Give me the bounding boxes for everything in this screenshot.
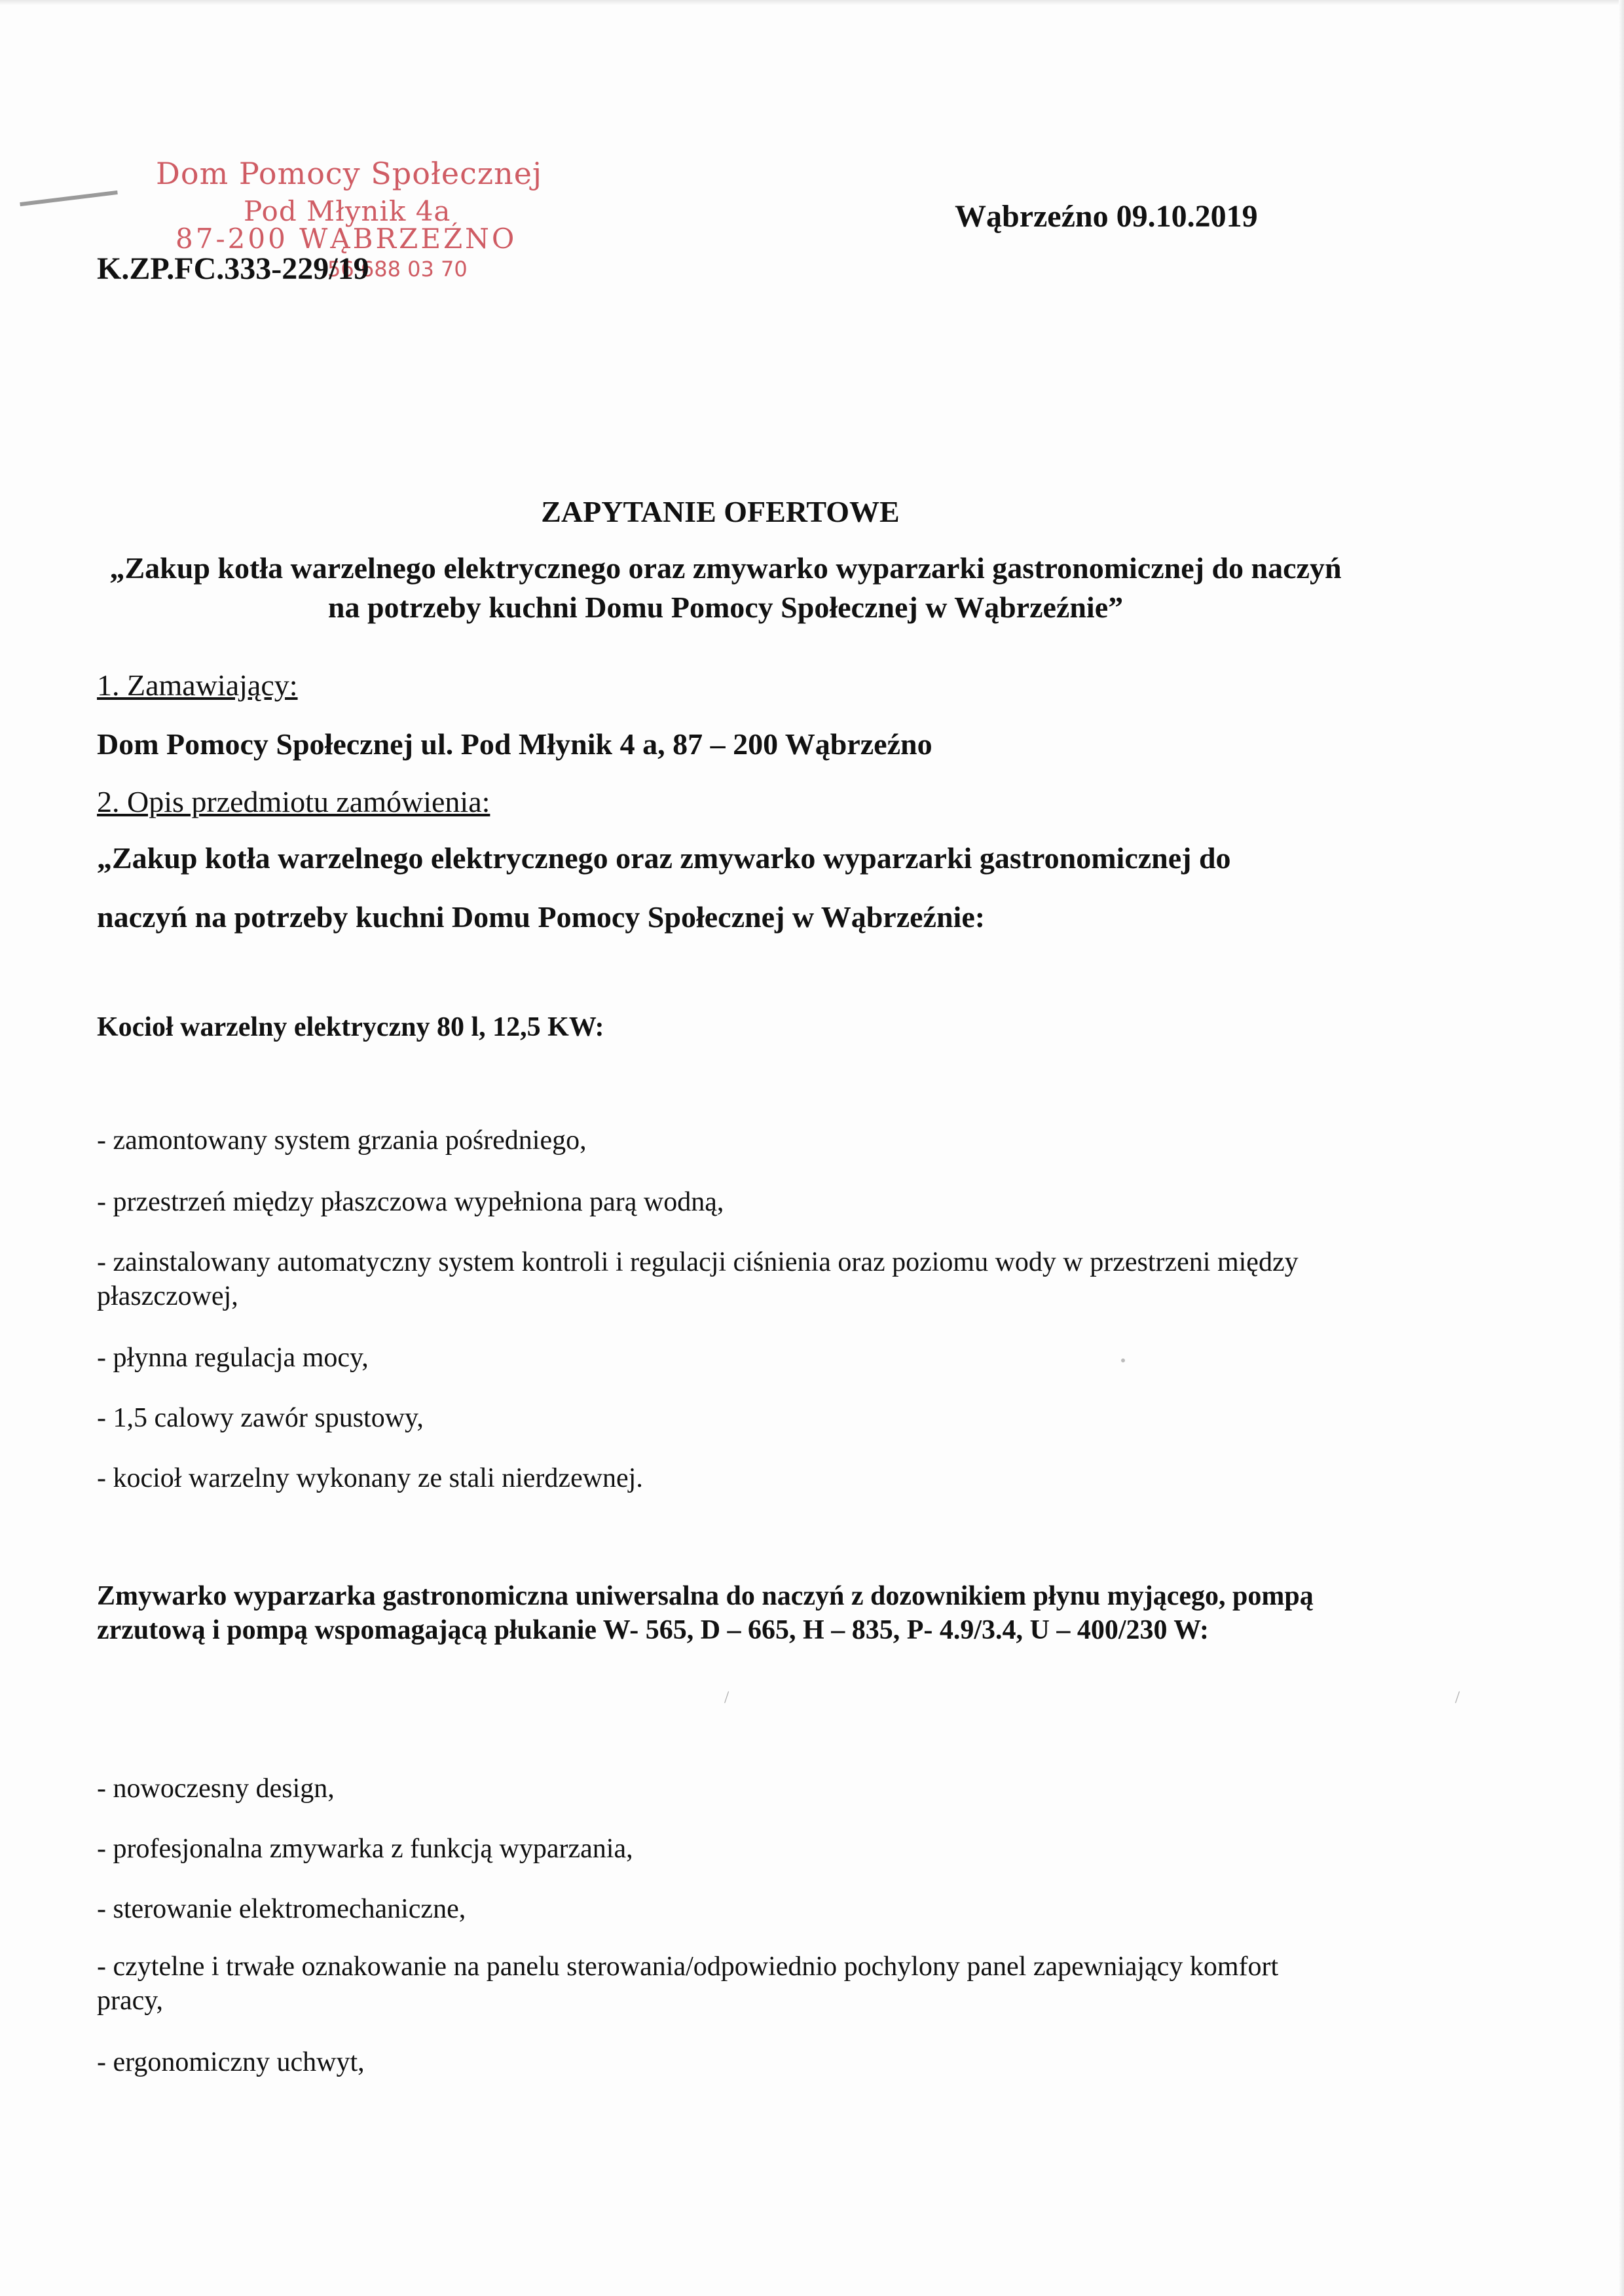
section2-line1: „Zakup kotła warzelnego elektrycznego oraz zmywarko wyparzarki gastronomicznej do bbox=[97, 841, 1231, 875]
section1-text: Dom Pomocy Społecznej ul. Pod Młynik 4 a, 87 – 200 Wąbrzeźno bbox=[97, 727, 932, 761]
section2-heading: 2. Opis przedmiotu zamówienia: bbox=[97, 785, 490, 818]
stamp-line-phone: 56 688 03 70 bbox=[327, 257, 468, 282]
reference-number: K.ZP.FC.333-229/19 bbox=[97, 251, 369, 286]
scan-speck bbox=[1121, 1358, 1125, 1362]
stamp-line-city: 87-200 WĄBRZEŹNO bbox=[175, 223, 517, 255]
scan-edge-right bbox=[1619, 0, 1624, 2296]
scan-edge-top bbox=[0, 0, 1624, 5]
document-title: ZAPYTANIE OFERTOWE bbox=[541, 495, 900, 528]
kettle-item: - zamontowany system grzania pośredniego, bbox=[97, 1125, 587, 1156]
kettle-item: - płynna regulacja mocy, bbox=[97, 1343, 369, 1373]
section2-line2: naczyń na potrzeby kuchni Domu Pomocy Społecznej w Wąbrzeźnie: bbox=[97, 900, 986, 934]
kettle-item: - kocioł warzelny wykonany ze stali nierdzewnej. bbox=[97, 1463, 643, 1493]
dishwasher-item: - ergonomiczny uchwyt, bbox=[97, 2047, 365, 2077]
kettle-item: - 1,5 calowy zawór spustowy, bbox=[97, 1403, 424, 1433]
kettle-item: - przestrzeń między płaszczowa wypełniona parą wodną, bbox=[97, 1187, 724, 1217]
dishwasher-item: - czytelne i trwałe oznakowanie na panelu sterowania/odpowiednio pochylony panel zapewniający komfort pracy, bbox=[97, 1952, 1279, 2016]
dishwasher-item: - sterowanie elektromechaniczne, bbox=[97, 1894, 466, 1924]
dishwasher-heading: Zmywarko wyparzarka gastronomiczna uniwersalna do naczyń z dozownikiem płynu myjącego, pompą zrzutową i pompą wspomagającą płukanie W- 565, D – 665, H – 835, P- 4.9/3.4, U – 400/230 W: bbox=[97, 1581, 1314, 1645]
place-date: Wąbrzeźno 09.10.2019 bbox=[955, 199, 1258, 234]
kettle-item: - zainstalowany automatyczny system kontroli i regulacji ciśnienia oraz poziomu wody w przestrzeni między płaszczowej, bbox=[97, 1247, 1299, 1311]
document-subtitle: „Zakup kotła warzelnego elektrycznego oraz zmywarko wyparzarki gastronomicznej do naczyń na potrzeby kuchni Domu Pomocy Społecznej w Wąbrzeźnie” bbox=[109, 551, 1342, 624]
scan-mark: / bbox=[724, 1688, 729, 1707]
section1-heading: 1. Zamawiający: bbox=[97, 668, 298, 702]
scan-mark: / bbox=[1455, 1688, 1460, 1707]
stamp-line-name: Dom Pomocy Społecznej bbox=[156, 156, 543, 191]
dishwasher-item: - nowoczesny design, bbox=[97, 1774, 335, 1804]
pen-mark bbox=[20, 191, 118, 206]
stamp-line-street: Pod Młynik 4a bbox=[244, 195, 451, 227]
dishwasher-item: - profesjonalna zmywarka z funkcją wyparzania, bbox=[97, 1834, 633, 1864]
kettle-heading: Kocioł warzelny elektryczny 80 l, 12,5 KW: bbox=[97, 1012, 604, 1042]
